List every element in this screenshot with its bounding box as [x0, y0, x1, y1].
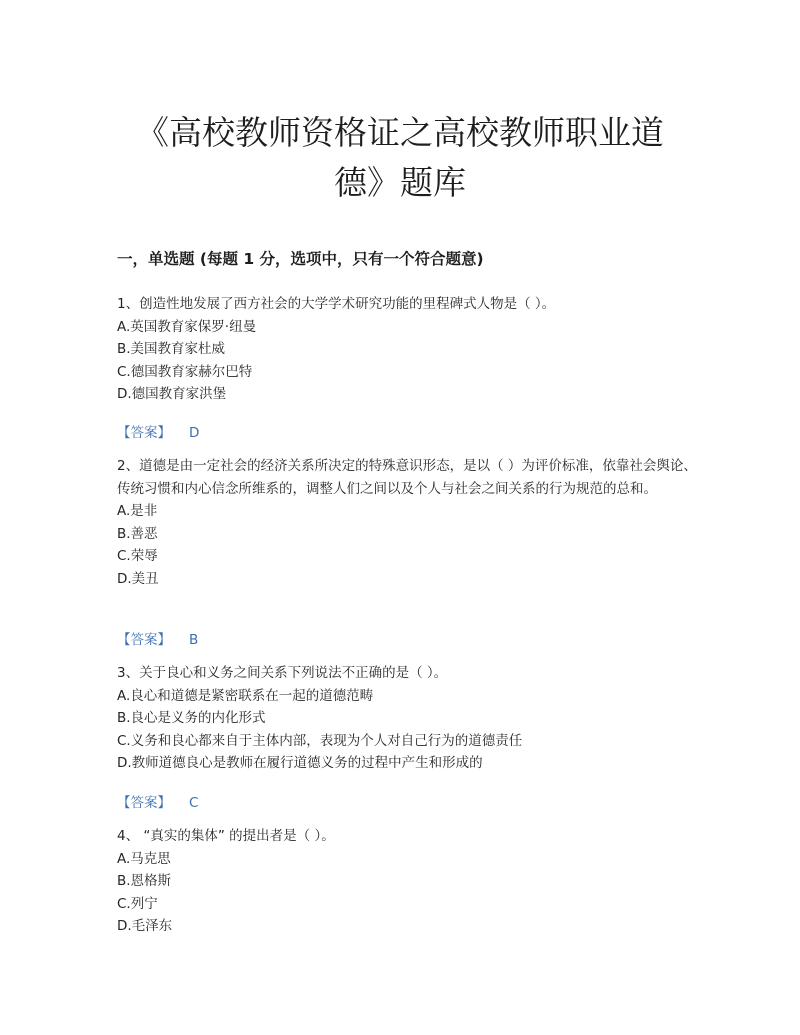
question-4 — [117, 825, 697, 938]
option-a: A.英国教育家保罗·纽曼 — [117, 318, 257, 335]
answer-value: C — [189, 795, 199, 811]
option-c: C.荣辱 — [117, 548, 158, 564]
option-c: C.义务和良心都来自于主体内部，表现为个人对自己行为的道德责任 — [117, 732, 523, 749]
question-stem: 1、创造性地发展了西方社会的大学学术研究功能的里程碑式人物是（ ）。 — [117, 296, 556, 312]
answer-1 — [117, 421, 199, 441]
question-1 — [117, 293, 697, 406]
question-3 — [117, 662, 697, 775]
answer-value: D — [189, 425, 200, 441]
answer-label: 【答案】 — [117, 795, 171, 811]
option-b: B.美国教育家杜威 — [117, 341, 226, 357]
question-stem: 4、 “真实的集体” 的提出者是（ ）。 — [117, 828, 335, 844]
option-b: B.恩格斯 — [117, 873, 172, 889]
option-b: B.善恶 — [117, 525, 158, 542]
question-2 — [117, 455, 697, 590]
answer-label: 【答案】 — [117, 632, 171, 648]
answer-3 — [117, 791, 198, 811]
answer-2 — [117, 628, 198, 648]
option-d: D.毛泽东 — [117, 918, 173, 934]
document-title — [100, 108, 700, 208]
title-line-2: 德》题库 — [334, 163, 466, 202]
question-stem: 3、关于良心和义务之间关系下列说法不正确的是（ ）。 — [117, 665, 448, 681]
section-heading: 一，单选题 (每题 1 分，选项中，只有一个符合题意) — [117, 250, 484, 268]
option-d: D.教师道德良心是教师在履行道德义务的过程中产生和形成的 — [117, 755, 483, 771]
option-a: A.是非 — [117, 503, 158, 519]
answer-label: 【答案】 — [117, 425, 171, 441]
option-c: C.列宁 — [117, 895, 158, 912]
title-line-1: 《高校教师资格证之高校教师职业道 — [136, 113, 664, 152]
answer-value: B — [189, 632, 199, 648]
question-stem: 2、道德是由一定社会的经济关系所决定的特殊意识形态，是以（ ）为评价标准，依靠社会舆论、传统习惯和内心信念所维系的，调整人们之间以及个人与社会之间关系的行为规范的总和。 — [117, 458, 697, 497]
option-a: A.良心和道德是紧密联系在一起的道德范畴 — [117, 687, 374, 704]
option-d: D.美丑 — [117, 570, 159, 587]
option-b: B.良心是义务的内化形式 — [117, 710, 266, 726]
option-c: C.德国教育家赫尔巴特 — [117, 363, 253, 380]
option-a: A.马克思 — [117, 850, 171, 867]
option-d: D.德国教育家洪堡 — [117, 386, 227, 402]
